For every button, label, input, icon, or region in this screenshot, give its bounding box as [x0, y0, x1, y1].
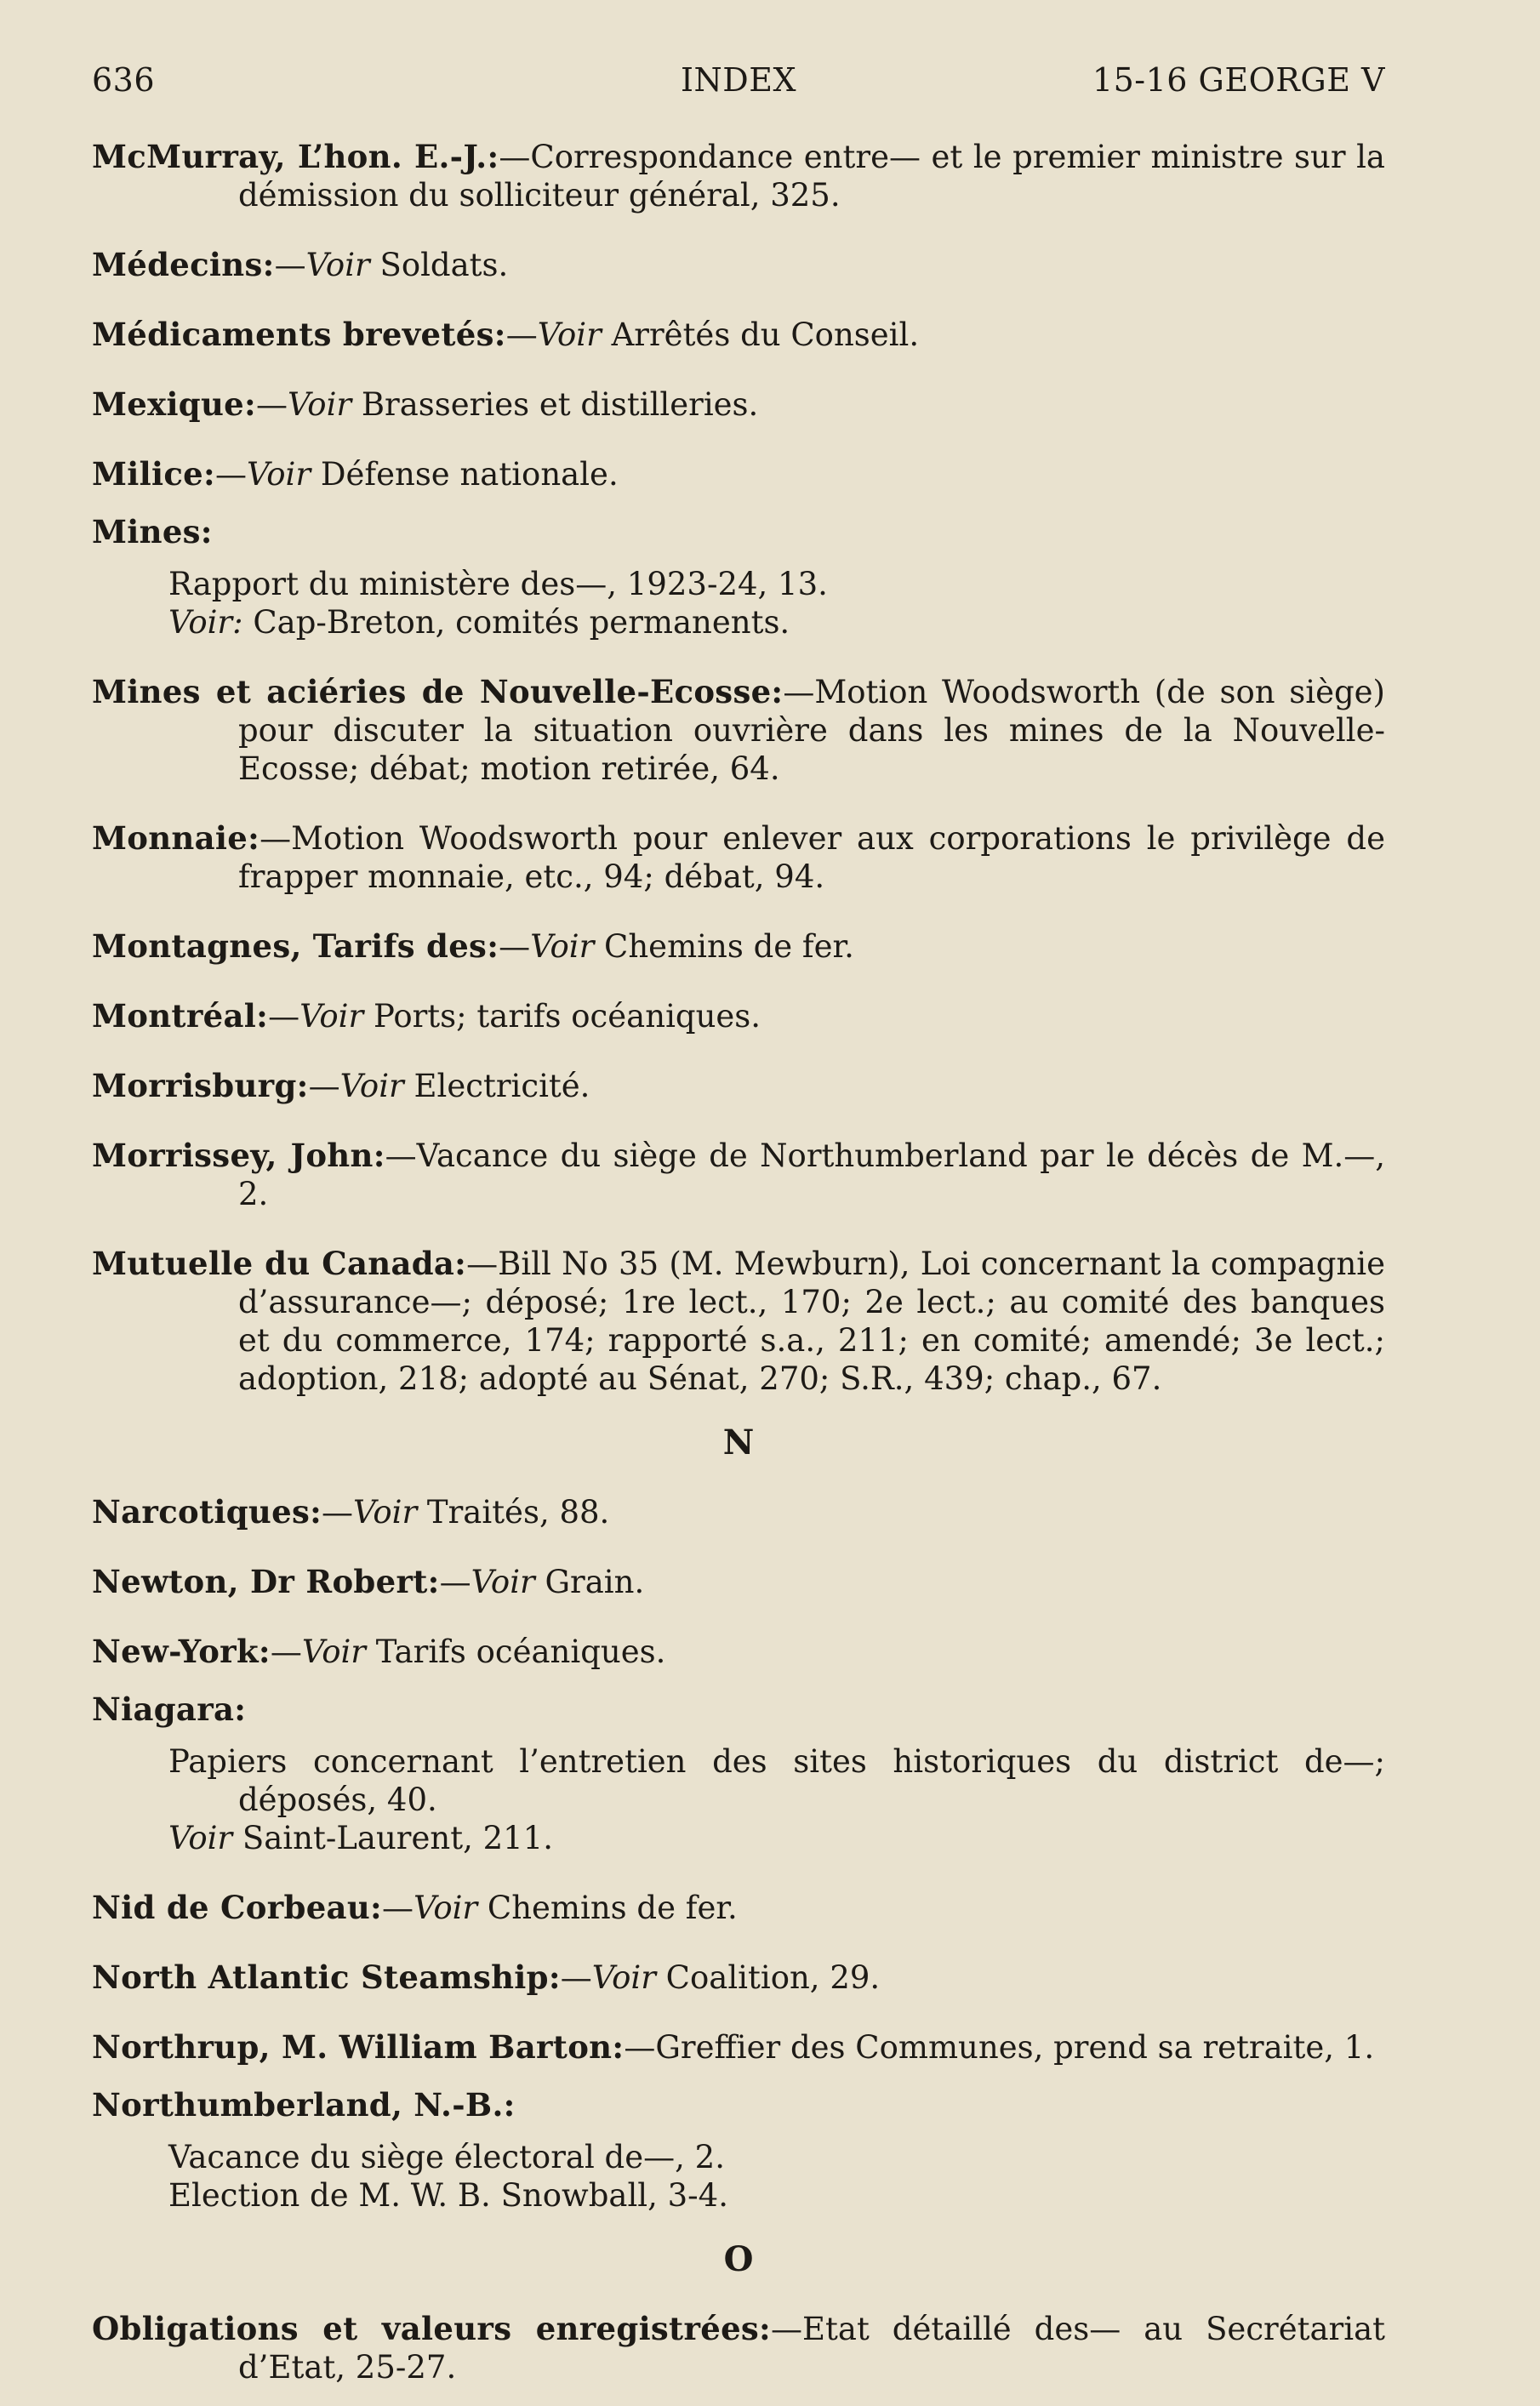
entry-heading: North Atlantic Steamship: — [92, 1958, 561, 1996]
entry-heading: Northrup, M. William Barton: — [92, 2028, 625, 2066]
entry-heading: Mutuelle du Canada: — [92, 1245, 467, 1282]
index-entry-narcotiques — [92, 1493, 1385, 1531]
index-entry-newton — [92, 1563, 1385, 1601]
entry-text: —Motion Woodsworth pour enlever aux corporations le privilège de frapper monnaie, etc., 94; débat, 94. — [238, 820, 1385, 895]
index-entry-northrup — [92, 2028, 1385, 2067]
index-entry-medicaments — [92, 316, 1385, 354]
session-label: 15-16 GEORGE V — [1092, 61, 1385, 99]
voir-label: Voir — [299, 998, 364, 1035]
entry-heading: Mines et aciéries de Nouvelle-Ecosse: — [92, 673, 784, 710]
entry-heading: Northumberland, N.-B.: — [92, 2086, 516, 2124]
entry-heading: Médecins: — [92, 246, 275, 283]
index-entry-medecins — [92, 246, 1385, 284]
index-entry-mcmurray — [92, 138, 1385, 214]
index-entry-monnaie — [92, 819, 1385, 896]
index-entry-milice — [92, 455, 1385, 493]
entry-dash: — — [308, 1068, 340, 1104]
section-letter-n: N — [722, 1423, 755, 1462]
entry-dash: — — [255, 386, 288, 423]
entry-dash: — — [214, 456, 247, 493]
entry-text: —Correspondance entre— et le premier ministre sur la démission du solliciteur général, 325. — [238, 139, 1385, 214]
entry-text: Traités, 88. — [417, 1494, 610, 1531]
index-entry-montagnes — [92, 927, 1385, 966]
subentry — [92, 1819, 1385, 1857]
entry-dash: — — [268, 998, 300, 1035]
subentry-text: Saint-Laurent, 211. — [232, 1820, 553, 1856]
index-entry-mines-acieries — [92, 673, 1385, 788]
subentry-text: Cap-Breton, comités permanents. — [242, 604, 790, 641]
voir-label: Voir — [246, 456, 311, 493]
entry-heading: New-York: — [92, 1633, 271, 1670]
voir-label: Voir — [305, 247, 370, 283]
subentry: Election de M. W. B. Snowball, 3-4. — [168, 2177, 728, 2214]
voir-label: Voir — [414, 1890, 478, 1926]
subentry: Vacance du siège électoral de—, 2. — [168, 2139, 725, 2175]
voir-label: Voir: — [168, 604, 243, 641]
voir-label: Voir — [537, 316, 602, 353]
subentry: Papiers concernant l’entretien des sites historiques du district de—; déposés, 40. — [168, 1743, 1385, 1818]
entry-text: Brasseries et distilleries. — [351, 386, 759, 423]
index-entry-morrisburg — [92, 1067, 1385, 1105]
voir-label: Voir — [339, 1068, 404, 1104]
index-entry-morrissey — [92, 1137, 1385, 1213]
entry-heading: Morrisburg: — [92, 1067, 309, 1104]
subentry: Rapport du ministère des—, 1923-24, 13. — [168, 566, 828, 602]
entry-text: Chemins de fer. — [477, 1890, 738, 1926]
entry-text: Grain. — [534, 1564, 645, 1600]
voir-label: Voir — [353, 1494, 418, 1531]
entry-text: —Bill No 35 (M. Mewburn), Loi concernant la compagnie d’assurance—; déposé; 1re lect., 170; 2e lect.; au comité des banques et du commerce, 174; rapporté s.a., 211; en comité; amendé; 3e lect.; adoption, 218; adopté au Sénat, 270; S.R., 439; chap., 67. — [238, 1246, 1386, 1397]
entry-heading: Obligations et valeurs enregistrées: — [92, 2310, 772, 2347]
entry-text: —Etat détaillé des— au Secrétariat d’Etat, 25-27. — [238, 2311, 1386, 2386]
entry-text: Ports; tarifs océaniques. — [363, 998, 761, 1035]
entry-heading: Mexique: — [92, 385, 256, 423]
index-entry-niagara — [92, 1690, 1385, 1857]
index-entries — [92, 138, 1385, 2386]
entry-text: Défense nationale. — [311, 456, 619, 493]
index-page — [92, 61, 1385, 2406]
entry-text: Coalition, 29. — [655, 1959, 881, 1996]
entry-heading: Montagnes, Tarifs des: — [92, 927, 499, 965]
entry-heading: Newton, Dr Robert: — [92, 1563, 440, 1600]
section-letter-o: O — [723, 2239, 754, 2279]
entry-dash: — — [322, 1494, 354, 1531]
entry-text: Electricité. — [403, 1068, 590, 1104]
voir-label: Voir — [301, 1633, 366, 1670]
voir-label: Voir — [471, 1564, 535, 1600]
entry-text: —Vacance du siège de Northumberland par le décès de M.—, 2. — [238, 1137, 1386, 1212]
entry-dash: — — [270, 1633, 302, 1670]
index-entry-nid-de-corbeau — [92, 1889, 1385, 1927]
entry-heading: Narcotiques: — [92, 1493, 322, 1531]
entry-heading: Monnaie: — [92, 819, 260, 857]
index-entry-mutuelle — [92, 1245, 1385, 1398]
voir-label: Voir — [287, 386, 352, 423]
index-entry-mines — [92, 513, 1385, 641]
page-title: INDEX — [680, 61, 797, 99]
entry-heading: Milice: — [92, 455, 215, 493]
index-entry-montreal — [92, 997, 1385, 1035]
entry-text: —Motion Woodsworth (de son siège) pour discuter la situation ouvrière dans les mines de la Nouvelle-Ecosse; débat; motion retirée, 64. — [238, 674, 1385, 787]
page-number: 636 — [92, 61, 156, 99]
entry-heading: Médicaments brevetés: — [92, 316, 506, 353]
entry-dash: — — [499, 928, 531, 965]
entry-heading: Mines: — [92, 513, 213, 550]
voir-label: Voir — [591, 1959, 656, 1996]
entry-text: Soldats. — [369, 247, 509, 283]
index-entry-mexique — [92, 385, 1385, 424]
index-entry-north-atlantic — [92, 1958, 1385, 1997]
entry-dash: — — [505, 316, 538, 353]
entry-text: Arrêtés du Conseil. — [601, 316, 920, 353]
entry-text: Chemins de fer. — [594, 928, 854, 965]
entry-dash: — — [560, 1959, 592, 1996]
entry-heading: Nid de Corbeau: — [92, 1889, 382, 1926]
entry-dash: — — [382, 1890, 414, 1926]
voir-label: Voir — [530, 928, 595, 965]
entry-text: —Greffier des Communes, prend sa retraite, 1. — [624, 2029, 1375, 2066]
entry-heading: McMurray, L’hon. E.-J.: — [92, 138, 499, 175]
entry-dash: — — [439, 1564, 471, 1600]
subentry — [92, 603, 1385, 641]
entry-dash: — — [274, 247, 306, 283]
entry-heading: Morrissey, John: — [92, 1137, 385, 1174]
running-head — [92, 61, 1385, 99]
index-entry-new-york — [92, 1633, 1385, 1671]
entry-heading: Montréal: — [92, 997, 269, 1035]
index-entry-northumberland — [92, 2086, 1385, 2215]
index-entry-obligations — [92, 2310, 1385, 2386]
entry-heading: Niagara: — [92, 1690, 247, 1728]
entry-text: Tarifs océaniques. — [366, 1633, 666, 1670]
voir-label: Voir — [168, 1820, 233, 1856]
